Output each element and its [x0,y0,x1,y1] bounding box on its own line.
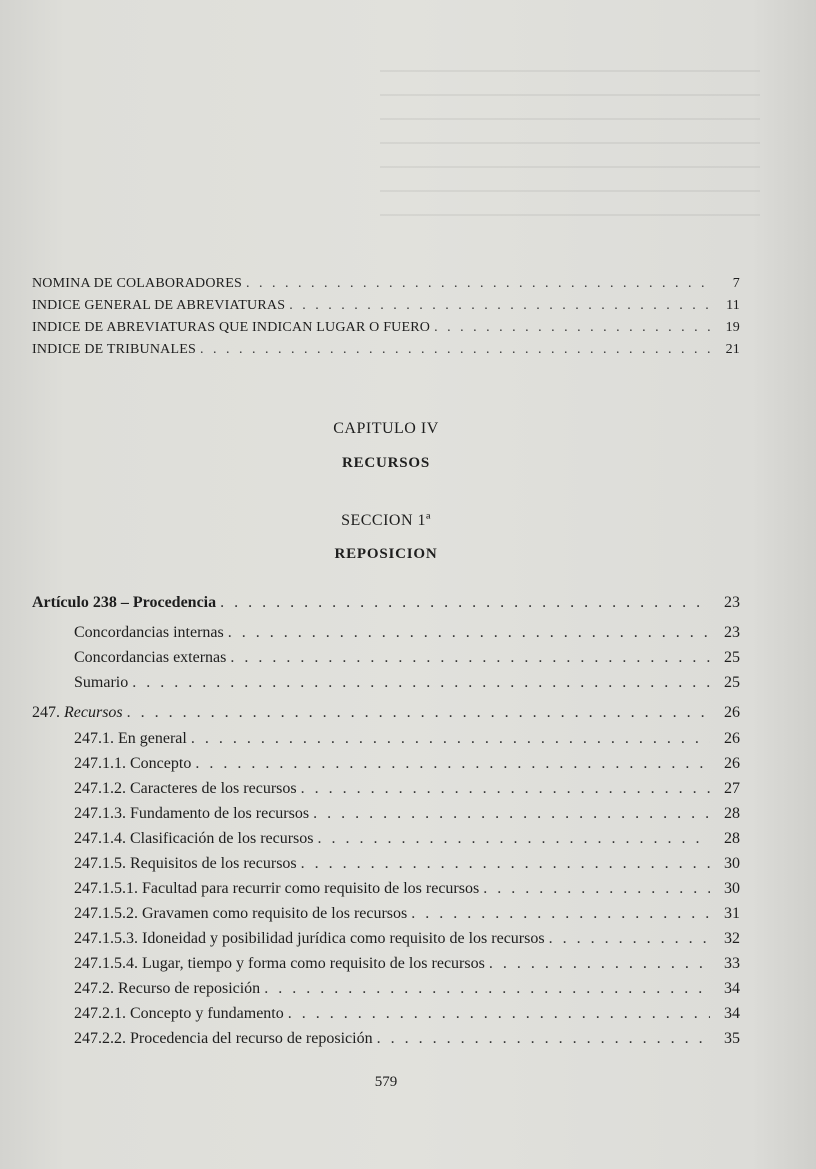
toc-entry-page: 26 [724,730,740,747]
toc-entry-title: 247.1. En general [74,730,187,747]
toc-entry-title: Artículo 238 – Procedencia [32,594,217,611]
toc-entry-title: 247.1.5. Requisitos de los recursos [74,855,297,872]
toc-entry-page: 30 [724,855,740,872]
toc-entry-title: Concordancias externas [74,649,227,666]
page-number: 579 [374,1074,398,1090]
toc-entry-page: 21 [725,342,740,357]
toc-entry-title: 247.1.5.1. Facultad para recurrir como requisito de los recursos [74,880,480,897]
chapter-title: RECURSOS [341,455,431,471]
toc-entry-topic-7 [74,905,740,925]
toc-entry-article-2 [74,674,740,694]
toc-entry-title: INDICE DE ABREVIATURAS QUE INDICAN LUGAR O FUERO [32,320,431,335]
toc-entry-title: Concordancias internas [74,624,224,641]
toc-entry-title: 247.1.3. Fundamento de los recursos [74,805,310,822]
toc-entry-title: 247.1.5.4. Lugar, tiempo y forma como requisito de los recursos [74,955,485,972]
toc-entry-topic-8 [74,930,740,950]
toc-entry-topic-1 [74,755,740,775]
dot-leader [411,905,710,923]
toc-entry-title: 247.2.1. Concepto y fundamento [74,1005,284,1022]
toc-entry-title: Sumario [74,674,129,691]
dot-leader [200,342,710,358]
toc-entry-title: NOMINA DE COLABORADORES [32,276,242,291]
toc-entry-article [32,594,740,614]
toc-entry-front-0 [32,276,740,296]
dot-leader [220,594,710,612]
toc-entry-page: 28 [724,830,740,847]
toc-entry-page: 23 [724,594,740,611]
toc-entry-page: 25 [724,649,740,666]
toc-entry-page: 25 [724,674,740,691]
dot-leader [549,930,710,948]
toc-entry-page: 19 [725,320,740,335]
dot-leader [483,880,710,898]
toc-entry-topic-4 [74,830,740,850]
toc-entry-page: 30 [724,880,740,897]
toc-entry-page: 34 [724,980,740,997]
toc-entry-article-1 [74,649,740,669]
toc-entry-page: 7 [732,276,740,291]
toc-entry-page: 26 [724,755,740,772]
toc-entry-topic-9 [74,955,740,975]
dot-leader [127,704,710,722]
toc-entry-topic-3 [74,805,740,825]
toc-entry-page: 31 [724,905,740,922]
dot-leader [132,674,710,692]
dot-leader [489,955,710,973]
toc-entry-page: 33 [724,955,740,972]
toc-entry-title: 247.1.4. Clasificación de los recursos [74,830,314,847]
toc-entry-article-0 [74,624,740,644]
toc-entry-topic [32,704,740,724]
toc-entry-title: 247.1.2. Caracteres de los recursos [74,780,297,797]
toc-entry-page: 28 [724,805,740,822]
toc-entry-title: INDICE GENERAL DE ABREVIATURAS [32,298,286,313]
toc-entry-title: 247.1.5.3. Idoneidad y posibilidad jurídica como requisito de los recursos [74,930,545,947]
toc-entry-page: 32 [724,930,740,947]
dot-leader [288,1005,710,1023]
toc-entry-page: 11 [726,298,740,313]
toc-entry-title: 247.2.2. Procedencia del recurso de reposición [74,1030,373,1047]
toc-entry-topic-10 [74,980,740,1000]
toc-entry-page: 34 [724,1005,740,1022]
dot-leader [246,276,710,292]
dot-leader [195,755,710,773]
dot-leader [230,649,710,667]
dot-leader [377,1030,710,1048]
toc-entry-front-2 [32,320,740,340]
toc-entry-topic-12 [74,1030,740,1050]
toc-entry-page: 23 [724,624,740,641]
toc-entry-topic-11 [74,1005,740,1025]
dot-leader [301,780,710,798]
toc-entry-topic-2 [74,780,740,800]
toc-entry-title: INDICE DE TRIBUNALES [32,342,196,357]
section-label: SECCION 1ª [341,512,431,529]
dot-leader [191,730,710,748]
toc-entry-page: 35 [724,1030,740,1047]
dot-leader [318,830,711,848]
section-title: REPOSICION [334,546,438,562]
topic-number: 247. [32,704,60,721]
chapter-label: CAPITULO IV [333,420,439,437]
dot-leader [289,298,710,314]
topic-title: Recursos [64,704,123,721]
toc-entry-topic-0 [74,730,740,750]
dot-leader [228,624,710,642]
toc-entry-title: 247.2. Recurso de reposición [74,980,261,997]
show-through-text [380,70,760,220]
dot-leader [301,855,710,873]
dot-leader [264,980,710,998]
toc-entry-page: 27 [724,780,740,797]
toc-entry-title: 247.1.5.2. Gravamen como requisito de los recursos [74,905,408,922]
toc-entry-front-3 [32,342,740,362]
dot-leader [313,805,710,823]
toc-entry-title: 247.1.1. Concepto [74,755,192,772]
toc-entry-page: 26 [724,704,740,721]
toc-entry-front-1 [32,298,740,318]
dot-leader [434,320,710,336]
toc-entry-topic-6 [74,880,740,900]
toc-entry-topic-5 [74,855,740,875]
